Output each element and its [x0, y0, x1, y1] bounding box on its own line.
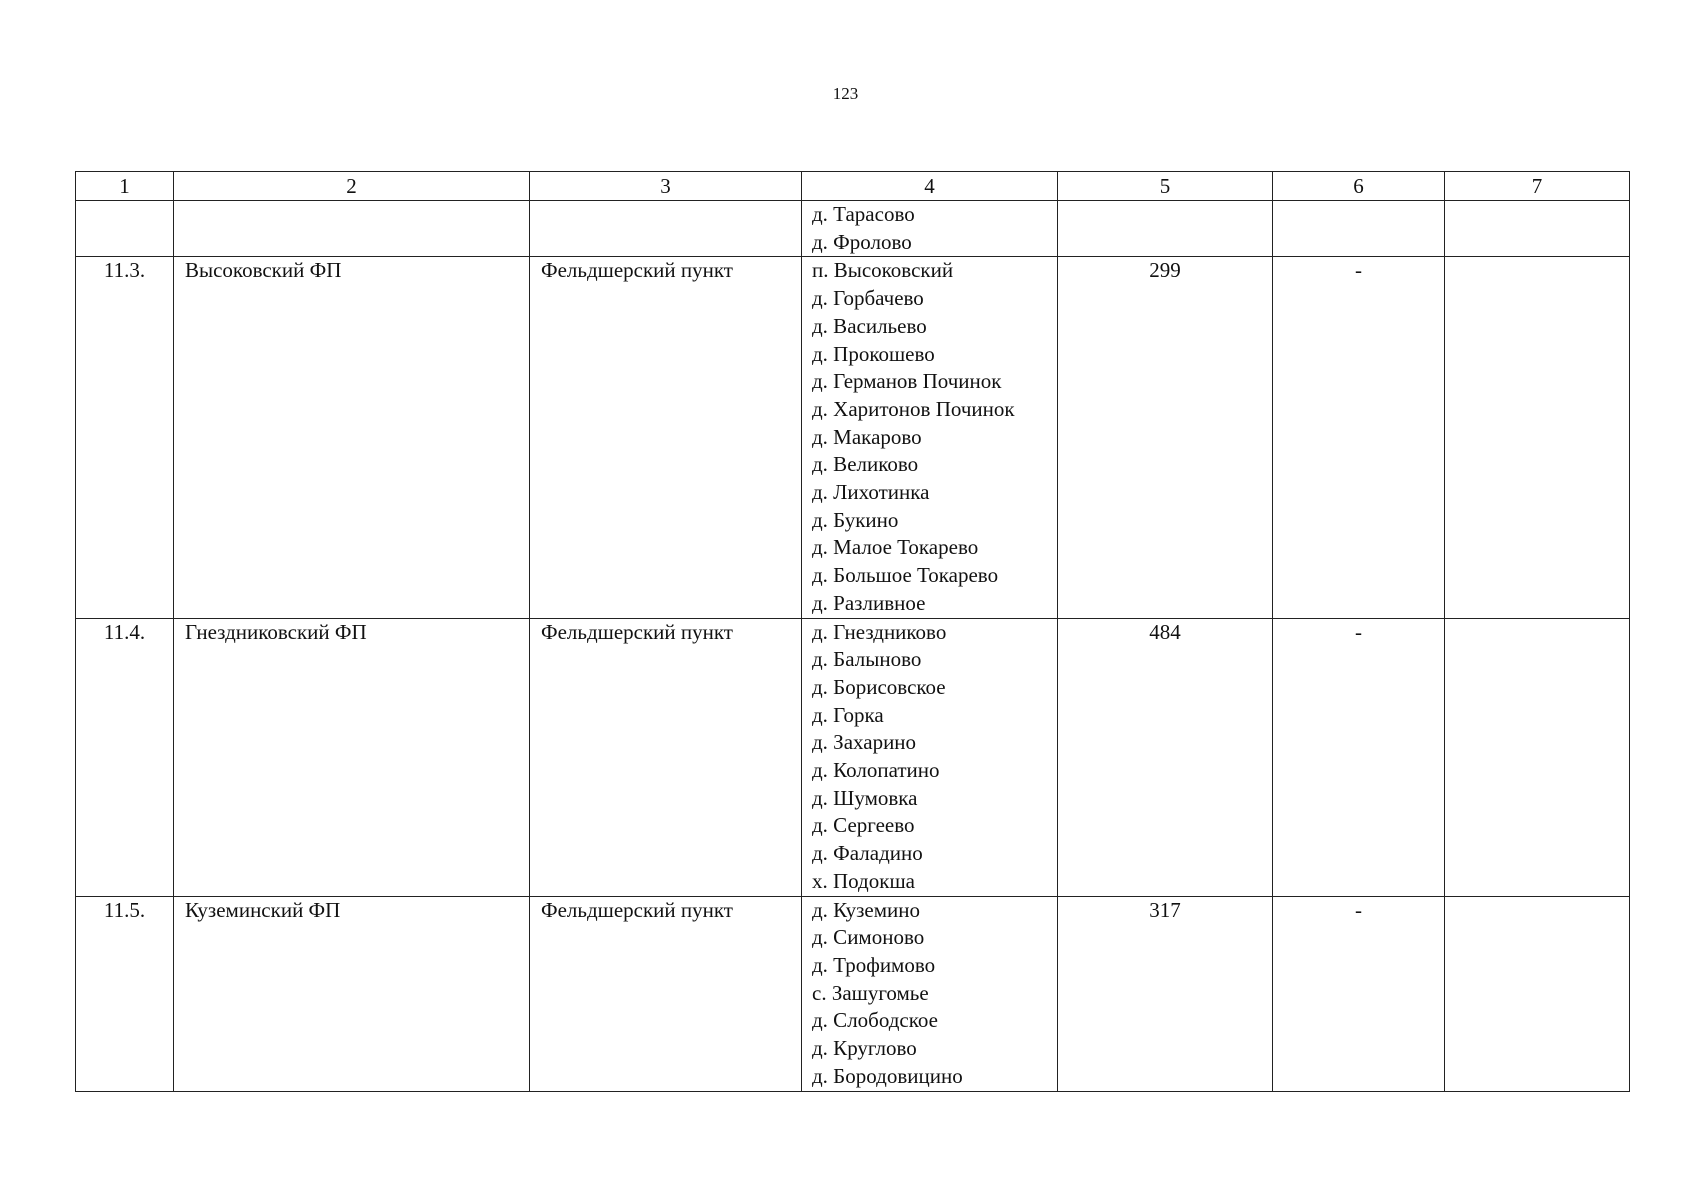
settlement-item: д. Захарино [812, 730, 917, 755]
cell-settlements [802, 201, 1058, 257]
cell-col-6 [1273, 201, 1445, 257]
cell-col-6 [1273, 257, 1445, 618]
table-body [76, 201, 1630, 1092]
settlement-item: д. Макарово [812, 424, 922, 449]
settlement-item: д. Харитонов Починок [812, 396, 1015, 421]
cell-facility-type-text: Фельдшерский пункт [541, 258, 733, 283]
cell-number-text: 11.3. [103, 258, 146, 283]
header-row [76, 172, 1630, 201]
cell-number [76, 618, 174, 896]
settlement-item: д. Германов Починок [812, 369, 1002, 394]
settlement-item: д. Балыново [812, 647, 922, 672]
cell-population-text: 317 [1149, 897, 1181, 922]
settlement-item: д. Колопатино [812, 758, 940, 783]
cell-population [1058, 618, 1273, 896]
settlement-item: д. Бородовицино [812, 1063, 963, 1088]
cell-settlements [802, 257, 1058, 618]
cell-population [1058, 257, 1273, 618]
settlement-item: д. Букино [812, 507, 899, 532]
settlement-item: д. Тарасово [812, 202, 915, 226]
cell-facility-name [174, 257, 530, 618]
cell-number [76, 201, 174, 257]
settlement-item: д. Малое Токарево [812, 535, 979, 560]
header-col-2: 2 [174, 172, 530, 201]
cell-settlements [802, 896, 1058, 1091]
settlement-item: д. Сергеево [812, 813, 915, 838]
settlement-item: с. Зашугомье [812, 980, 929, 1005]
cell-col-6-text: - [1355, 258, 1362, 283]
header-col-1: 1 [76, 172, 174, 201]
settlement-item: д. Прокошево [812, 341, 935, 366]
cell-col-7 [1445, 201, 1630, 257]
settlement-item: д. Васильево [812, 313, 927, 338]
settlement-item: д. Лихотинка [812, 480, 930, 505]
settlement-item: д. Разливное [812, 590, 926, 615]
cell-facility-name [174, 896, 530, 1091]
cell-population [1058, 896, 1273, 1091]
settlement-item: д. Круглово [812, 1036, 917, 1061]
cell-col-6-text: - [1355, 619, 1362, 644]
settlement-item: д. Симоново [812, 925, 925, 950]
cell-number-text: 11.5. [103, 897, 146, 922]
cell-facility-name-text: Гнездниковский ФП [185, 619, 367, 644]
cell-facility-type-text: Фельдшерский пункт [541, 619, 733, 644]
settlement-item: д. Борисовское [812, 674, 946, 699]
table-row [76, 618, 1630, 896]
cell-facility-name-text: Высоковский ФП [185, 258, 342, 283]
cell-population-text: 299 [1149, 258, 1181, 283]
settlement-item: х. Подокша [812, 868, 915, 893]
cell-facility-name [174, 618, 530, 896]
cell-facility-type [530, 896, 802, 1091]
cell-number-text: 11.4. [103, 619, 146, 644]
settlement-item: д. Фаладино [812, 841, 923, 866]
cell-col-6-text: - [1355, 897, 1362, 922]
settlement-item: д. Трофимово [812, 952, 936, 977]
cell-facility-type [530, 201, 802, 257]
header-col-7: 7 [1445, 172, 1630, 201]
header-col-5: 5 [1058, 172, 1273, 201]
settlement-item: п. Высоковский [812, 258, 954, 283]
cell-facility-type [530, 618, 802, 896]
cell-number [76, 896, 174, 1091]
settlement-item: д. Великово [812, 452, 919, 477]
table-row [76, 896, 1630, 1091]
cell-facility-type-text: Фельдшерский пункт [541, 897, 733, 922]
cell-population [1058, 201, 1273, 257]
settlement-item: д. Горбачево [812, 286, 924, 311]
header-col-4: 4 [802, 172, 1058, 201]
cell-settlements [802, 618, 1058, 896]
cell-col-6 [1273, 896, 1445, 1091]
cell-facility-type [530, 257, 802, 618]
table-header [76, 172, 1630, 201]
settlement-item: д. Куземино [812, 897, 920, 922]
cell-col-6 [1273, 618, 1445, 896]
cell-facility-name-text: Куземинский ФП [185, 897, 341, 922]
cell-col-7 [1445, 896, 1630, 1091]
page-number: 123 [832, 84, 859, 103]
header-col-6: 6 [1273, 172, 1445, 201]
settlement-item: д. Шумовка [812, 785, 918, 810]
settlement-item: д. Фролово [812, 229, 912, 254]
settlement-item: д. Гнездниково [812, 619, 947, 644]
cell-population-text: 484 [1149, 619, 1181, 644]
table-row [76, 201, 1630, 257]
cell-facility-name [174, 201, 530, 257]
cell-number [76, 257, 174, 618]
settlement-item: д. Слободское [812, 1008, 938, 1033]
document-table [75, 171, 1630, 1092]
settlement-item: д. Большое Токарево [812, 563, 999, 588]
header-col-3: 3 [530, 172, 802, 201]
cell-col-7 [1445, 618, 1630, 896]
table-row [76, 257, 1630, 618]
settlement-item: д. Горка [812, 702, 884, 727]
cell-col-7 [1445, 257, 1630, 618]
